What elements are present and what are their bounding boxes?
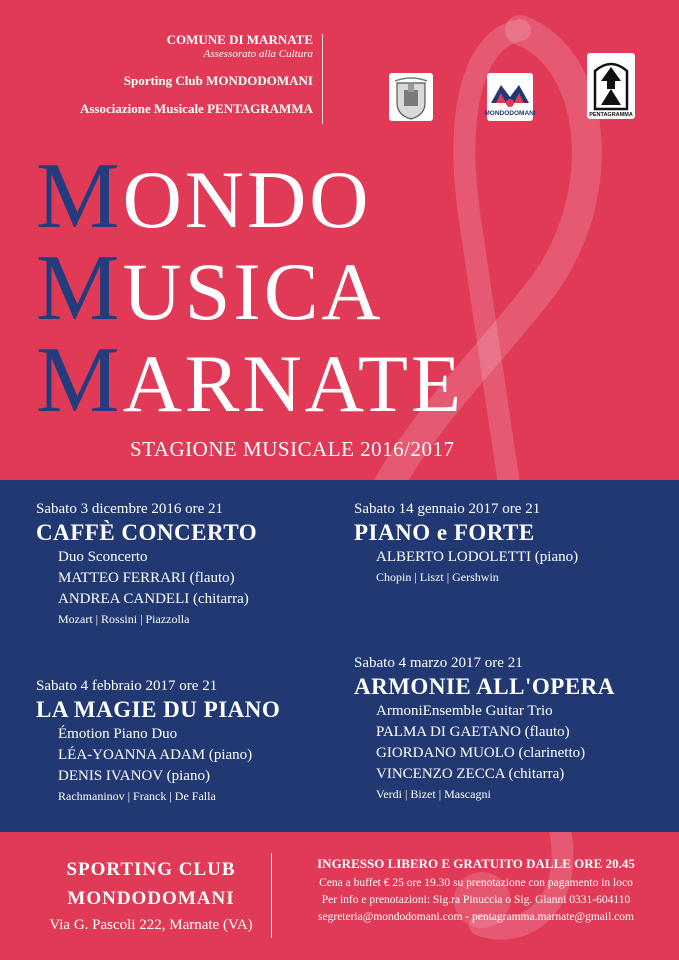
title-rest: ONDO: [122, 154, 372, 245]
event-performer: MATTEO FERRARI (flauto): [58, 570, 235, 586]
event-date: Sabato 3 dicembre 2016 ore 21: [36, 501, 224, 517]
title-capital: M: [36, 328, 123, 432]
event-la-magie-du-piano: [36, 676, 280, 806]
event-performer: VINCENZO ZECCA (chitarra): [376, 766, 565, 782]
title-line-mondo: [36, 144, 372, 248]
title-capital: M: [36, 236, 123, 340]
event-composers: Mozart | Rossini | Piazzolla: [58, 612, 190, 626]
event-performer: GIORDANO MUOLO (clarinetto): [376, 745, 586, 761]
organizers: [80, 32, 313, 117]
event-performer: ArmoniEnsemble Guitar Trio: [376, 703, 553, 719]
event-performer: PALMA DI GAETANO (flauto): [376, 724, 570, 740]
pentagramma-logo-label: PENTAGRAMMA: [589, 112, 633, 118]
sporting-club-name: Sporting Club MONDODOMANI: [123, 73, 313, 88]
associazione-name: Associazione Musicale PENTAGRAMMA: [79, 101, 313, 116]
venue-address: Via G. Pascoli 222, Marnate (VA): [49, 917, 253, 933]
event-performer: Émotion Piano Duo: [58, 726, 178, 742]
venue-name-line2: MONDODOMANI: [67, 888, 235, 909]
event-date: Sabato 4 marzo 2017 ore 21: [354, 655, 523, 671]
title-rest: USICA: [122, 246, 384, 337]
event-title: PIANO e FORTE: [354, 520, 535, 545]
event-composers: Verdi | Bizet | Mascagni: [376, 787, 491, 801]
event-date: Sabato 14 gennaio 2017 ore 21: [354, 501, 541, 517]
event-piano-e-forte: [354, 499, 578, 587]
title-line-marnate: [36, 328, 465, 432]
contact-emails: segreteria@mondodomani.com - pentagramma.marnate@gmail.com: [318, 911, 634, 923]
event-armonie-all-opera: [354, 653, 615, 804]
event-date: Sabato 4 febbraio 2017 ore 21: [36, 678, 218, 694]
booking-info: Per info e prenotazioni: Sig.ra Pinuccia o Sig. Gianni 0331-604110: [321, 894, 631, 906]
comune-crest-logo: [389, 73, 433, 121]
entry-note: INGRESSO LIBERO E GRATUITO DALLE ORE 20.45: [317, 856, 635, 871]
event-performer: Duo Sconcerto: [58, 549, 148, 565]
venue-block: [36, 855, 266, 937]
dinner-info: Cena a buffet € 25 ore 19.30 su prenotazione con pagamento in loco: [319, 877, 633, 889]
event-performer: LÉA-YOANNA ADAM (piano): [58, 747, 253, 763]
event-performer: DENIS IVANOV (piano): [58, 768, 210, 784]
venue-name-line1: SPORTING CLUB: [66, 859, 236, 880]
title-line-musica: [36, 236, 384, 340]
event-caffe-concerto: [36, 499, 257, 629]
event-title: ARMONIE ALL'OPERA: [354, 674, 615, 699]
event-performer: ALBERTO LODOLETTI (piano): [376, 549, 579, 565]
mondodomani-logo-label: MONDODOMANI: [484, 110, 536, 117]
header-divider: [322, 34, 323, 124]
pentagramma-logo: [587, 53, 635, 119]
event-title: CAFFÈ CONCERTO: [36, 520, 258, 545]
assessorato-label: Assessorato alla Cultura: [203, 48, 313, 60]
event-composers: Rachmaninov | Franck | De Falla: [58, 789, 216, 803]
mondodomani-logo: [484, 73, 536, 121]
comune-name: COMUNE DI MARNATE: [166, 32, 313, 47]
event-composers: Chopin | Liszt | Gershwin: [376, 570, 499, 584]
event-title: LA MAGIE DU PIANO: [36, 697, 281, 722]
info-block: [286, 853, 666, 926]
title-rest: ARNATE: [122, 338, 465, 429]
event-performer: ANDREA CANDELI (chitarra): [58, 591, 249, 607]
title-capital: M: [36, 144, 123, 248]
season-subtitle: STAGIONE MUSICALE 2016/2017: [130, 437, 455, 461]
footer-divider: [271, 853, 272, 938]
